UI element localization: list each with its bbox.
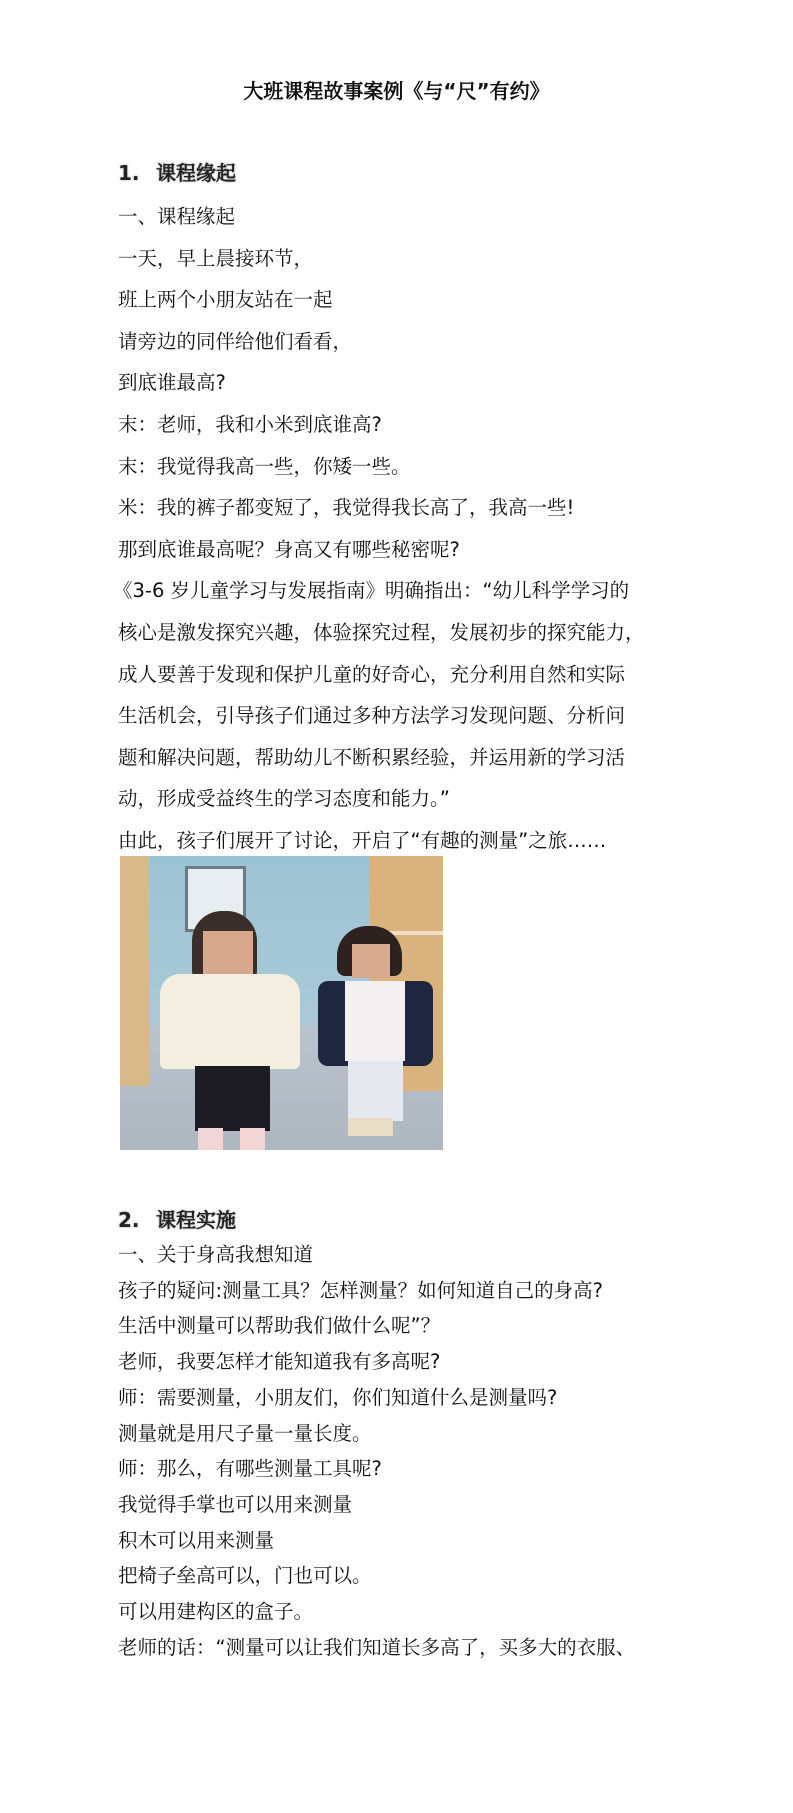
document-title: 大班课程故事案例《与“尺”有约》 (243, 79, 550, 103)
text-line: 老师，我要怎样才能知道我有多高呢? (118, 1350, 441, 1374)
text-line: 孩子的疑问:测量工具？怎样测量？如何知道自己的身高? (118, 1278, 603, 1302)
text-line: 题和解决问题，帮助幼儿不断积累经验，并运用新的学习活 (118, 745, 626, 769)
text-line: 成人要善于发现和保护儿童的好奇心，充分利用自然和实际 (118, 662, 626, 686)
section-2-heading (118, 1208, 236, 1232)
section-title: 课程实施 (156, 1208, 236, 1232)
text-line: 积木可以用来测量 (118, 1528, 275, 1552)
section-1-heading (118, 161, 236, 185)
text-line: 一、课程缘起 (118, 205, 236, 228)
text-line: 测量就是用尺子量一量长度。 (118, 1421, 372, 1445)
section-number: 2. (118, 1208, 140, 1232)
photo-two-children-standing (120, 856, 443, 1150)
text-line: 请旁边的同伴给他们看看， (118, 329, 353, 353)
text-line: 我觉得手掌也可以用来测量 (118, 1492, 353, 1516)
text-line: 师：那么，有哪些测量工具呢? (118, 1457, 382, 1481)
text-line: 那到底谁最高呢？身高又有哪些秘密呢? (118, 537, 460, 561)
text-line: 动，形成受益终生的学习态度和能力。” (118, 787, 450, 811)
text-line: 末：老师，我和小米到底谁高? (118, 413, 382, 436)
text-line: 师：需要测量，小朋友们，你们知道什么是测量吗? (118, 1385, 558, 1409)
text-line: 米：我的裤子都变短了，我觉得我长高了，我高一些! (118, 496, 575, 520)
text-line: 班上两个小朋友站在一起 (118, 288, 333, 312)
text-line: 可以用建构区的盒子。 (118, 1600, 314, 1623)
text-line: 《3-6 岁儿童学习与发展指南》明确指出：“幼儿科学学习的 (113, 579, 630, 603)
section-title: 课程缘起 (156, 161, 236, 185)
text-line: 由此，孩子们展开了讨论，开启了“有趣的测量”之旅…… (118, 829, 607, 852)
section-number: 1. (118, 161, 140, 185)
text-line: 一、关于身高我想知道 (118, 1243, 314, 1266)
text-line: 把椅子垒高可以，门也可以。 (118, 1564, 372, 1588)
text-line: 生活中测量可以帮助我们做什么呢”？ (118, 1314, 441, 1338)
text-line: 末：我觉得我高一些，你矮一些。 (118, 454, 411, 478)
text-line: 一天，早上晨接环节， (118, 246, 314, 270)
text-line: 老师的话：“测量可以让我们知道长多高了，买多大的衣服、 (118, 1635, 636, 1659)
text-line: 核心是激发探究兴趣，体验探究过程，发展初步的探究能力， (118, 621, 645, 644)
text-line: 到底谁最高? (118, 371, 226, 395)
text-line: 生活机会，引导孩子们通过多种方法学习发现问题、分析问 (118, 704, 626, 728)
